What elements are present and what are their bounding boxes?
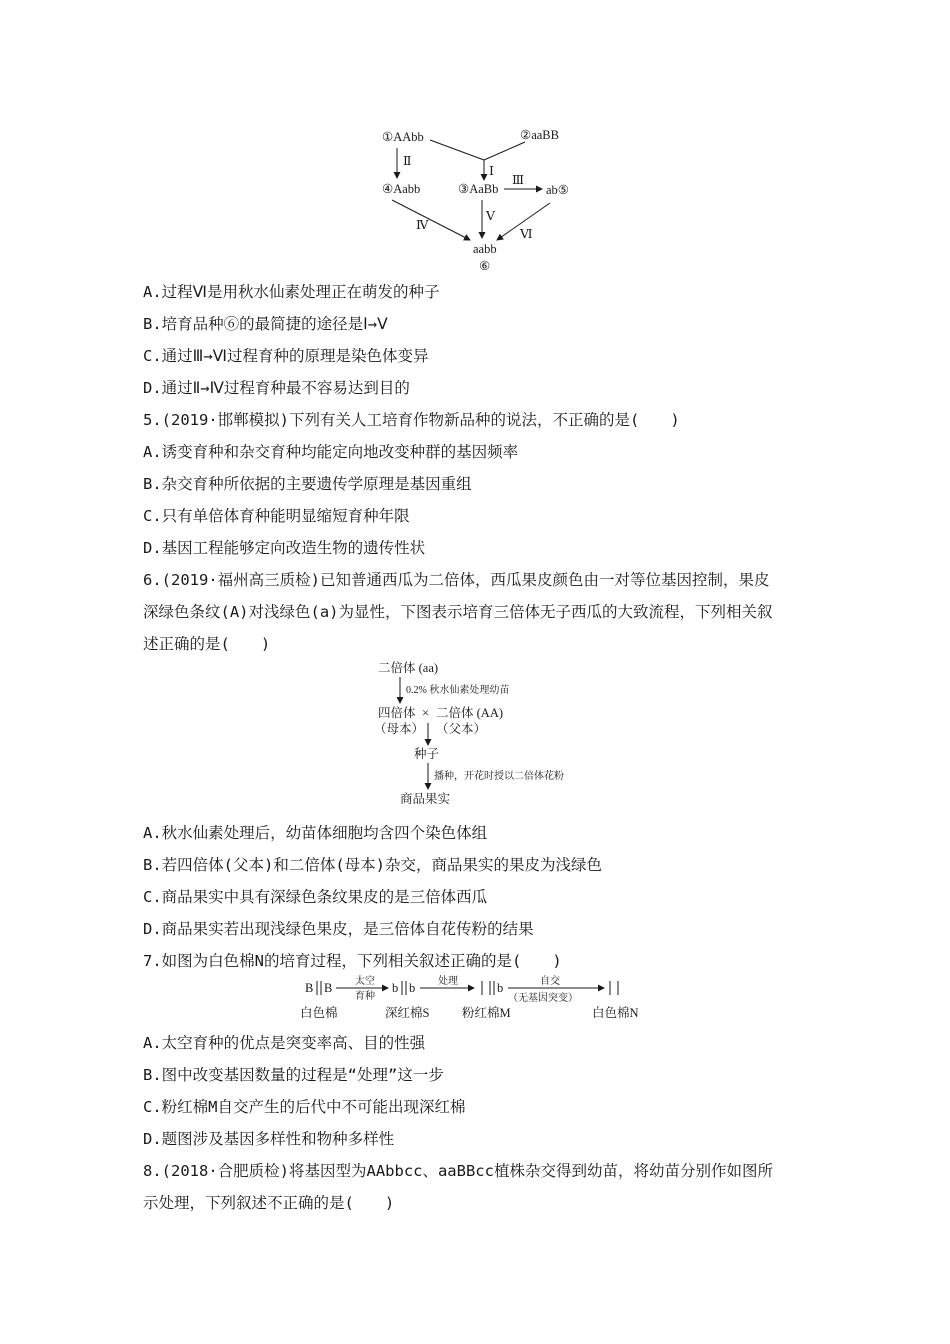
node-aabb-3 [458, 182, 498, 196]
flow-sowing-label: 播种，开花时授以二倍体花粉 [434, 771, 564, 782]
node-aabb-1 [382, 130, 424, 144]
svg-text:②aaBB: ②aaBB [520, 128, 559, 142]
q5-option-d: D.基因工程能够定向改造生物的遗传性状 [143, 539, 426, 557]
flow-diploid-aa: 二倍体 (aa) [378, 661, 439, 675]
cotton-breeding-diagram [0, 973, 950, 1023]
q5-option-a: A.诱变育种和杂交育种均能定向地改变种群的基因频率 [143, 443, 519, 461]
line-2-to-junction [484, 142, 525, 160]
flow-cross-sign: × [422, 706, 430, 720]
svg-text:b: b [409, 981, 416, 995]
node-aabb-4 [382, 182, 420, 196]
chromosome-pair-b-b [392, 981, 415, 995]
flow-colchicine-label: 0.2% 秋水仙素处理幼苗 [406, 685, 510, 696]
svg-text:ab⑤: ab⑤ [546, 183, 570, 197]
q4-option-b: B.培育品种⑥的最简捷的途径是Ⅰ→Ⅴ [143, 315, 388, 333]
flow-commodity-fruit: 商品果实 [400, 792, 451, 806]
q7-option-b: B.图中改变基因数量的过程是“处理”这一步 [143, 1066, 444, 1084]
label-no-mutation: （无基因突变） [508, 993, 578, 1004]
q6-option-c: C.商品果实中具有深绿色条纹果皮的是三倍体西瓜 [143, 888, 488, 906]
q7-stem: 7.如图为白色棉N的培育过程，下列相关叙述正确的是( ) [143, 952, 562, 970]
watermelon-flow-diagram [0, 655, 950, 815]
chromosome-pair-bb [305, 981, 332, 995]
label-white-cotton: 白色棉 [300, 1006, 338, 1020]
q4-option-a: A.过程Ⅵ是用秋水仙素处理正在萌发的种子 [143, 283, 440, 301]
q7-option-d: D.题图涉及基因多样性和物种多样性 [143, 1130, 395, 1148]
q6-stem-line3: 述正确的是( ) [143, 635, 271, 653]
q6-option-d: D.商品果实若出现浅绿色果皮，是三倍体自花传粉的结果 [143, 920, 534, 938]
q7-option-c: C.粉红棉M自交产生的后代中不可能出现深红棉 [143, 1098, 466, 1116]
line-1-to-junction [430, 140, 484, 160]
node-aabb-2 [520, 128, 559, 142]
q6-option-b: B.若四倍体(父本)和二倍体(母本)杂交，商品果实的果皮为浅绿色 [143, 856, 602, 874]
chromosome-pair-white-n [610, 981, 618, 995]
svg-text:⑥: ⑥ [479, 259, 491, 273]
svg-text:b: b [392, 981, 399, 995]
svg-text:b: b [497, 981, 504, 995]
label-selfing: 自交 [540, 976, 560, 987]
svg-text:B: B [305, 981, 314, 995]
node-ab-5 [546, 183, 569, 197]
q6-stem-line1: 6.(2019·福州高三质检)已知普通西瓜为二倍体，西瓜果皮颜色由一对等位基因控制，果皮 [143, 571, 770, 589]
label-space: 太空 [355, 976, 375, 987]
q7-option-a: A.太空育种的优点是突变率高、目的性强 [143, 1034, 426, 1052]
arrow-iv [392, 200, 470, 240]
svg-text:③AaBb: ③AaBb [458, 182, 499, 196]
label-iv: Ⅳ [416, 218, 429, 232]
breeding-pathway-diagram [0, 0, 950, 290]
chromosome-pair-pink [482, 981, 503, 995]
svg-text:B: B [324, 981, 333, 995]
svg-text:④Aabb: ④Aabb [382, 182, 421, 196]
label-iii: Ⅲ [512, 173, 525, 187]
label-v: Ⅴ [486, 209, 496, 223]
flow-mother-label: （母本） [374, 722, 425, 736]
q6-option-a: A.秋水仙素处理后，幼苗体细胞均含四个染色体组 [143, 824, 488, 842]
label-vi: Ⅵ [520, 227, 533, 241]
q6-stem-line2: 深绿色条纹(A)对浅绿色(a)为显性，下图表示培育三倍体无子西瓜的大致流程，下列相关叙 [143, 603, 773, 621]
flow-tetraploid: 四倍体 [378, 706, 416, 720]
q4-option-c: C.通过Ⅲ→Ⅵ过程育种的原理是染色体变异 [143, 347, 429, 365]
label-i: Ⅰ [489, 164, 494, 178]
q5-option-b: B.杂交育种所依据的主要遗传学原理是基因重组 [143, 475, 472, 493]
label-treatment: 处理 [438, 976, 458, 987]
q4-option-d: D.通过Ⅱ→Ⅳ过程育种最不容易达到目的 [143, 379, 410, 397]
svg-text:①AAbb: ①AAbb [382, 130, 424, 144]
svg-text:aabb: aabb [473, 242, 497, 256]
label-ii: Ⅱ [403, 154, 412, 168]
flow-father-label: （父本） [436, 722, 487, 736]
label-deep-red-cotton: 深红棉S [385, 1006, 430, 1020]
q8-stem-line2: 示处理，下列叙述不正确的是( ) [143, 1194, 395, 1212]
label-breeding: 育种 [355, 991, 375, 1002]
q5-option-c: C.只有单倍体育种能明显缩短育种年限 [143, 507, 410, 525]
flow-diploid-aa-father: 二倍体 (AA) [436, 706, 504, 720]
node-aabb-6 [473, 242, 497, 273]
label-white-cotton-n: 白色棉N [592, 1006, 639, 1020]
flow-seed: 种子 [414, 747, 440, 761]
q5-stem: 5.(2019·邯郸模拟)下列有关人工培育作物新品种的说法，不正确的是( ) [143, 411, 680, 429]
label-pink-cotton: 粉红棉M [462, 1006, 511, 1020]
q8-stem-line1: 8.(2018·合肥质检)将基因型为AAbbcc、aaBBcc植株杂交得到幼苗，将幼苗分别作如图所 [143, 1162, 773, 1180]
